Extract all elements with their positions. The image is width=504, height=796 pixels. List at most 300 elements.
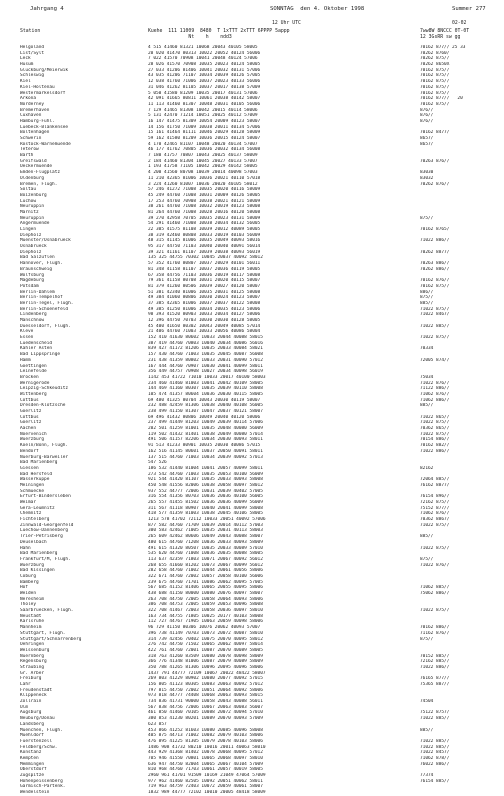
observation-data: 69 496 41432 80806 10049 20040 40120 58006 — [148, 414, 261, 420]
station-name: Freiburg — [20, 676, 42, 682]
observation-data: 877 582 44760 71709 10039 20014 40112 57003 — [148, 522, 263, 528]
observation-data: 318 763 41260 83509 10080 20078 40098 58009 — [148, 653, 263, 659]
station-name: Kahler Asten — [20, 346, 53, 352]
observation-note: 83030 — [420, 170, 434, 176]
data-column-sublabel: Nt h ndd3 — [148, 35, 232, 40]
observation-note: 71022 875// — [420, 522, 450, 528]
observation-data: 3 224 41260 81007 10036 20020 40105 58012 — [148, 181, 258, 187]
station-name: Bremen, Flugh. — [20, 181, 58, 187]
observation-note: 74504 — [420, 699, 434, 705]
observation-data: 237 499 41449 81203 10049 20039 40114 57006 — [148, 420, 263, 426]
observation-data: 5 131 42470 71214 10051 20025 40112 57009 — [148, 113, 258, 119]
observation-note: 70162 875// — [420, 101, 450, 107]
station-name: Emden-Flugplatz — [20, 170, 61, 176]
observation-data: 16 147 41475 81309 10054 20009 40123 58007 — [148, 118, 261, 124]
observation-data: 276 742 44750 71502 10065 20062 40097 58014 — [148, 642, 263, 648]
station-name: Luebeck-Blankensee — [20, 124, 69, 130]
station-name: Koeln/Bonn, Flugh. — [20, 443, 69, 449]
observation-note: 70262 875// — [420, 56, 450, 62]
observation-note: 71062 878// — [420, 755, 450, 761]
station-name: Konstanz — [20, 750, 42, 756]
observation-note: 885// — [420, 727, 434, 733]
station-name: Westermarkelsdorf — [20, 90, 66, 96]
station-name: Osnabrueck — [20, 244, 47, 250]
observation-data: 95 317 44750 71103 10040 20040 40091 56014 — [148, 244, 261, 250]
station-name: Erfurt-Bindersleben — [20, 494, 71, 500]
observation-data: 491 506 41157 82206 10034 20030 40093 58011 — [148, 437, 263, 443]
observation-data: 98 393 41520 80903 10033 20034 40127 58006 — [148, 312, 261, 318]
observation-note: 71022 886// — [420, 238, 450, 244]
station-name: Muenster/Osnabrueck — [20, 238, 71, 244]
station-name: Teterow — [20, 147, 39, 153]
observation-data: 1437 791 44777 72109 10067 20022 48422 58007 — [148, 670, 266, 676]
observation-note: 71022 875// — [420, 545, 450, 551]
station-name: Kiel — [20, 79, 31, 85]
station-name: Ulm — [20, 704, 29, 710]
observation-data: 49 384 41060 80806 10030 20024 40123 58007 — [148, 295, 261, 301]
observation-note: 75122 8757/ — [420, 710, 450, 716]
observation-note: 72162 885// — [420, 659, 450, 665]
station-name: Berlin-Dahlem — [20, 289, 55, 295]
observation-data: 2 184 41460 81304 10045 20027 40133 57007 — [148, 158, 258, 164]
observation-data: 567 838 44756 72006 10067 20063 40083 56007 — [148, 704, 263, 710]
station-name: Gera-Leumnitz — [20, 505, 55, 511]
station-name: Duesseldorf, Flugh. — [20, 323, 71, 329]
observation-data: 535 620 44760 71008 10036 20035 40088 58005 — [148, 551, 263, 557]
observation-data: 232 488 42459 81306 10038 20040 40108 56005 — [148, 403, 263, 409]
observation-data: 57 352 41760 80807 10037 20029 40101 56011 — [148, 261, 261, 267]
observation-note: 70262 8760/ — [420, 50, 450, 56]
station-name: Bad Lippspringe — [20, 352, 61, 358]
observation-note: 70262 8650X — [420, 62, 450, 68]
observation-note: 70263 886// — [420, 261, 450, 267]
station-name: Klippeneck — [20, 693, 47, 699]
observation-data: 719 963 44759 72403 10072 20059 40061 58007 — [148, 784, 263, 790]
station-name: Diepholz — [20, 232, 42, 238]
observation-data: 51 381 42340 81006 10035 20031 40125 58008 — [148, 289, 261, 295]
station-name: Boizenburg — [20, 192, 47, 198]
station-name: Zinnwald-Georgenfeld — [20, 522, 74, 528]
observation-data: 422 761 44760 72001 10087 20070 40089 58005 — [148, 647, 263, 653]
observation-note: 71022 875// — [420, 608, 450, 614]
observation-note: 71162 876// — [420, 630, 450, 636]
observation-data: 461 850 41460 70105 10088 20072 40094 57010 — [148, 710, 263, 716]
observation-data: 263 708 44750 72005 10058 20064 40093 58006 — [148, 596, 263, 602]
observation-note: 71022 885// — [420, 716, 450, 722]
observation-note: 70362 865// — [420, 426, 450, 432]
station-name: Dresden-Klotzsche — [20, 403, 66, 409]
note-column-label: 7ww8W 8NCCC 0T-0T — [420, 29, 470, 34]
station-name: Gr. Arber — [20, 670, 45, 676]
station-name: Goettingen — [20, 363, 47, 369]
observation-note: 76154 896// — [420, 494, 450, 500]
observation-note: 72005 874// — [420, 357, 450, 363]
station-name: Cottbus — [20, 414, 39, 420]
observation-note: 70362 8867/ — [420, 517, 450, 523]
station-name: Tholey — [20, 602, 37, 608]
station-name: Kempten — [20, 755, 39, 761]
observation-data: 186 532 41440 81004 10041 20057 40099 58011 — [148, 465, 263, 471]
observation-data: 22 305 41575 81108 10039 20012 40089 58005 — [148, 227, 261, 232]
observation-data: 21 406 44760 71003 10033 20056 40086 58004 — [148, 329, 261, 335]
observation-note: 71022 8467/ — [420, 312, 450, 318]
observation-data: 12 396 44750 70703 10030 20030 40128 58005 — [148, 318, 261, 323]
observation-data: 144 469 41160 80307 10035 20039 40110 58008 — [148, 386, 263, 392]
observation-note: 70162 877// 25 33 — [420, 45, 466, 50]
station-name: Braunschweig — [20, 266, 53, 272]
observation-note: 71022 886// — [420, 448, 450, 454]
observation-data: 202 501 41259 81001 10035 20048 40080 56009 — [148, 426, 263, 432]
observation-data: 1213 578 41702 72112 10033 20051 40092 57006 — [148, 517, 266, 523]
observation-note: 876// — [420, 118, 434, 124]
observation-data: 12 038 41760 71006 10037 20023 40133 56006 — [148, 79, 261, 85]
station-name: Memmingen — [20, 761, 45, 767]
observation-data: 937 552 44777 72006 10031 20039 40402 57005 — [148, 488, 263, 494]
observation-data: 69 480 41325 80704 10043 20030 40119 58007 — [148, 397, 261, 403]
observation-data: 1486 908 41732 80210 10016 20011 40063 58010 — [148, 744, 266, 750]
station-name: Lingen — [20, 227, 37, 232]
observation-data: 137 515 44760 71003 10034 20039 40092 57013 — [148, 454, 263, 460]
observation-note: 71022 8457/ — [420, 750, 450, 756]
station-name: Zugspitze — [20, 773, 45, 778]
observation-note: 71062 876// — [420, 511, 450, 517]
observation-data: 81 379 41260 80506 10039 20027 40120 58007 — [148, 283, 261, 289]
station-name: Cuxhaven — [20, 113, 42, 119]
observation-note: 75152 877// — [420, 505, 450, 511]
observation-data: 380 853 41230 80201 10089 20070 40093 57009 — [148, 716, 263, 722]
observation-data: 1832 989 44777 72102 10010 20005 48418 58009 — [148, 790, 266, 796]
observation-data: 17 253 44760 70908 10038 20021 40121 58009 — [148, 198, 261, 204]
station-name: Lahr — [20, 682, 31, 687]
note-column-sublabel: 12 3GsRR sw gg — [420, 35, 461, 40]
observation-data: 921 544 41420 81107 10035 20033 40093 58008 — [148, 477, 263, 483]
observation-data: 135 325 44755 70302 10045 20037 40092 58012 — [148, 255, 263, 261]
observation-note: 70152 885// — [420, 653, 450, 659]
station-name: Angermuende — [20, 221, 50, 227]
station-name: Wernigerode — [20, 380, 50, 386]
observation-data: 480 615 44760 71208 10036 20033 40093 58009 — [148, 539, 263, 545]
observation-data: 20 020 41470 80313 10022 20052 40124 56006 — [148, 50, 261, 56]
station-name: Saarbruecken, Flugh. — [20, 608, 74, 614]
observation-data: 15 161 41464 81111 10046 20029 40128 58009 — [148, 130, 261, 136]
observation-note: 71062 885// — [420, 585, 450, 591]
observation-note: 71022 886// — [420, 664, 450, 670]
observation-note: 70334 — [420, 346, 434, 352]
observation-data: 1142 453 41722 71010 10033 20017 40100 58003 — [148, 374, 266, 380]
observation-data: 239 675 44760 71701 10086 20062 40095 57005 — [148, 579, 263, 585]
station-name: Marnitz — [20, 209, 39, 215]
observation-data: 152 410 41630 80602 10033 20044 40088 58015 — [148, 335, 263, 341]
station-name: Goerlitz — [20, 420, 42, 426]
station-name: Kleve — [20, 329, 34, 335]
station-name: Wuerzburg — [20, 437, 45, 443]
station-name: Bendorf — [20, 448, 39, 454]
observation-note: 71022 875// — [420, 306, 450, 312]
station-name: Neuruppin — [20, 204, 45, 210]
observation-data: 238 499 41150 81307 10047 20037 40121 58007 — [148, 409, 263, 414]
station-name: Noervenich — [20, 431, 47, 437]
observation-data: 81 348 41158 81107 10037 20036 40119 58005 — [148, 266, 261, 272]
observation-note: 71062 876// — [420, 391, 450, 397]
station-column-label: Station — [20, 29, 41, 34]
station-name: Stuttgart, Flugh. — [20, 630, 66, 636]
observation-data: 28 026 41570 70908 10035 20023 40124 58005 — [148, 62, 261, 68]
observation-note: 71022 885// — [420, 744, 450, 750]
station-name: Kiel-Holtenau — [20, 84, 55, 90]
observation-data: 57 246 41272 71008 10035 20020 40116 58009 — [148, 187, 261, 193]
observation-note: 75365 887// — [420, 682, 450, 687]
station-name: Ueckermuende — [20, 164, 53, 170]
station-name: Augsburg — [20, 710, 42, 716]
station-name: Wasserkuppe — [20, 477, 50, 483]
report-code: 02-02 — [452, 21, 467, 26]
station-name: Wolfsburg — [20, 272, 45, 278]
station-name: Straubing — [20, 664, 45, 670]
observation-data: 11 210 42365 81006 10036 20021 40110 57018 — [148, 175, 261, 181]
station-name: Barth — [20, 153, 34, 159]
observation-data: 157 430 44760 71003 10035 20045 40087 56008 — [148, 352, 263, 358]
observation-data: 405 875 44713 71002 10082 20079 40103 58006 — [148, 733, 263, 739]
station-name: Bamberg — [20, 579, 39, 585]
observation-note: 75034 — [420, 374, 434, 380]
observation-note: 71022 865// — [420, 414, 450, 420]
station-name: Schmuecke — [20, 488, 45, 494]
observation-note: 70162 882// — [420, 443, 450, 449]
observation-data: 567 685 41152 81406 10065 20055 40095 58006 — [148, 585, 263, 591]
station-name: Karlsruhe — [20, 619, 45, 625]
observation-data: 163 734 44755 71805 10025 20177 40103 58008 — [148, 613, 263, 619]
station-name: Bad Salzuflen — [20, 255, 55, 261]
station-name: Hohenpeissenberg — [20, 778, 63, 784]
observation-data: 273 542 44760 71003 10035 20053 40100 56009 — [148, 471, 263, 477]
observation-note: 70262 886// — [420, 266, 450, 272]
observation-note: 71022 875// — [420, 431, 450, 437]
observation-note: 875// — [420, 556, 434, 562]
station-name: Leipzig-Schkeuditz — [20, 386, 69, 392]
station-name: Neuburg/Donau — [20, 716, 55, 722]
observation-data: 973 818 44777 74408 10068 20063 40093 58015 — [148, 693, 263, 699]
observation-data: 31 046 41262 81105 10037 20017 40138 57009 — [148, 84, 261, 90]
observation-note: 70162 875// — [420, 84, 450, 90]
station-name: Hof — [20, 585, 29, 591]
observation-data: 7 022 41570 70908 10041 20048 40124 57006 — [148, 56, 258, 62]
observation-data: 4 515 41460 81321 10068 20043 40105 58005 — [148, 45, 258, 50]
observation-data: 269 803 41229 80902 10080 20077 40092 57015 — [148, 676, 263, 682]
observation-note: 70162 875// — [420, 283, 450, 289]
station-name: Mannheim — [20, 625, 42, 631]
observation-note: 70162 875// — [420, 90, 450, 96]
station-name: Potsdam — [20, 283, 39, 289]
observation-note: 70154 886// — [420, 437, 450, 443]
observation-note: 885// — [420, 534, 434, 540]
observation-data: 54 291 41460 71008 10038 20034 40132 56005 — [148, 221, 261, 227]
observation-data: 105 474 41357 80604 10036 20030 40115 58005 — [148, 391, 263, 397]
station-name: Schleswig — [20, 73, 45, 79]
station-table — [0, 45, 504, 796]
station-name: Nuerburg-Barweiler — [20, 454, 69, 460]
station-name: Bad Hersfeld — [20, 471, 53, 477]
observation-note: 70262 876// — [420, 181, 450, 187]
data-column-label: Kuehe 111 11009 8480 T 1xTTT 2xTTT 6PPPP 5appp — [148, 29, 290, 34]
station-name: Hamburg-Fuhl. — [20, 118, 55, 124]
observation-data: 623 857 — [148, 721, 167, 727]
observation-data: 311 567 41118 80907 10040 20041 40099 58008 — [148, 505, 263, 511]
observation-note: 70162 8477/ — [420, 130, 450, 136]
observation-data: 5 050 41580 81209 10035 20017 40131 57006 — [148, 90, 258, 96]
observation-data: 167 444 44760 70907 10030 20041 40099 58011 — [148, 363, 263, 369]
observation-note: 886// — [420, 289, 434, 295]
column-header — [0, 29, 504, 43]
observation-note: 70262 8877/ — [420, 249, 450, 255]
station-name: Berlin-Tempelhof — [20, 295, 63, 301]
station-name: Luechow-Dannenberg — [20, 528, 69, 534]
station-name: Chemnitz — [20, 511, 42, 517]
observation-data: 265 557 41455 81502 10036 20036 40099 56009 — [148, 500, 263, 505]
station-name: Feldberg/Schw. — [20, 744, 58, 750]
observation-data: 46 177 41762 70805 10036 20032 40134 56008 — [148, 147, 261, 153]
observation-note: 70162 875// — [420, 67, 450, 73]
observation-data: 322 708 41467 72003 10058 20036 40097 58010 — [148, 608, 263, 614]
station-name: Regensburg — [20, 659, 47, 665]
station-name: Trier-Petrisberg — [20, 534, 63, 540]
observation-data: 81 264 44760 71008 10028 20016 40120 58008 — [148, 209, 261, 215]
issue-number: Summer 277 — [452, 6, 486, 12]
observation-data: 11 113 41460 81307 10048 20031 40105 56006 — [148, 101, 261, 107]
station-name: Lindenberg — [20, 312, 47, 318]
report-subheader — [0, 21, 504, 29]
observation-data: 450 548 41556 82006 10038 20058 40097 58012 — [148, 482, 263, 488]
observation-note: 71022 876// — [420, 562, 450, 568]
station-name: Wendelstein — [20, 790, 50, 796]
observation-data: 547 526 — [148, 460, 167, 466]
station-name: Goerlitz — [20, 409, 42, 414]
station-name: Zollrain — [20, 699, 42, 705]
station-name: Hahn — [20, 545, 31, 551]
station-name: Oldenburg — [20, 175, 45, 181]
observation-data: 356 449 44757 70908 10027 20034 40098 56019 — [148, 369, 263, 375]
observation-data: 476 895 41225 81305 10079 20078 40103 58006 — [148, 738, 263, 744]
observation-data: 265 609 42462 80606 10049 20043 40088 58007 — [148, 534, 263, 540]
observation-data: 45 400 41650 80302 10043 20049 40085 57014 — [148, 323, 261, 329]
station-name: Weissenburg — [20, 647, 50, 653]
table-row — [0, 790, 504, 796]
observation-data: 43 035 41206 71107 10034 20039 40126 57005 — [148, 73, 261, 79]
observation-data: 38 261 44760 71008 10032 20019 40123 58008 — [148, 204, 261, 210]
station-name: Luedenscheid — [20, 340, 53, 346]
observation-note: 875// — [420, 636, 434, 642]
station-name: Luchow — [20, 198, 37, 204]
station-name: Weimar — [20, 500, 37, 505]
observation-data: 322 671 44760 72002 10057 20058 40100 56006 — [148, 573, 263, 579]
observation-note: 70162 875// — [420, 79, 450, 85]
observation-data: 396 738 41149 70703 10073 20072 40087 58010 — [148, 630, 263, 636]
observation-data: 839 427 41172 81206 10035 20033 40084 58021 — [148, 346, 263, 352]
observation-data: 7 129 41465 81308 10042 20015 40114 58006 — [148, 107, 258, 113]
station-name: Freudenstadt — [20, 687, 53, 693]
observation-data: 79 361 41158 80708 10031 20020 40115 58007 — [148, 278, 261, 284]
station-name: Berlin-Tegel, Flugh. — [20, 300, 74, 306]
observation-note: 71062 886// — [420, 397, 450, 403]
observation-data: 162 516 41145 80601 10037 20050 40091 58011 — [148, 448, 263, 454]
observation-note: 82162 — [420, 465, 434, 471]
observation-data: 67 358 44756 71103 10036 20019 40117 58008 — [148, 272, 261, 278]
observation-data: 27 033 41206 81406 10041 20032 40131 57006 — [148, 67, 261, 73]
observation-data: 119 502 41432 81401 10038 20049 40080 57014 — [148, 431, 263, 437]
station-name: Wuerzburg — [20, 562, 45, 568]
station-name: Schwerin — [20, 136, 42, 141]
volume-label: Jahrgang 4 — [30, 6, 64, 12]
observation-note: 70162 876// — [420, 278, 450, 284]
station-name: Garmisch-Partenk. — [20, 784, 66, 790]
observation-data: 453 866 41252 81603 10080 20085 40096 58008 — [148, 727, 263, 733]
observation-note: 76162 8877/ — [420, 482, 450, 488]
observation-data: 96 729 41150 80306 10076 20062 40093 57007 — [148, 625, 261, 631]
station-name: Magdeburg — [20, 278, 45, 284]
station-name: Neresheim — [20, 596, 45, 602]
observation-note: 875// — [420, 215, 434, 221]
station-name: Husum — [20, 62, 34, 68]
observation-data: 59 162 41580 81209 10036 20015 40124 58007 — [148, 136, 261, 141]
station-name: Neuruppin — [20, 215, 45, 221]
page-header — [0, 6, 504, 16]
station-name: Neustadt — [20, 613, 42, 619]
station-name: Giessen — [20, 465, 39, 471]
observation-note: 876// — [420, 107, 434, 113]
station-name: Deuselbach — [20, 539, 47, 545]
station-name: Arkona — [20, 96, 37, 102]
observation-note: 70162 886// — [420, 625, 450, 631]
observation-note: 76022 886// — [420, 761, 450, 767]
observation-note: 875// — [420, 295, 434, 301]
observation-data: 48 315 41145 81006 10035 20049 40093 58016 — [148, 238, 261, 244]
station-name: Aachen — [20, 426, 37, 432]
station-name: Berlin-Schoenefeld — [20, 306, 69, 312]
station-name: Helgoland — [20, 45, 45, 50]
observation-data: 2960 961 41701 91509 10169 21049 47064 57009 — [148, 773, 266, 778]
station-name: Gluckburg/Meierwik — [20, 67, 69, 73]
observation-data: 268 655 41660 81202 10073 20067 40099 56012 — [148, 562, 263, 568]
observation-data: 14 156 41750 71009 10038 20011 40134 57006 — [148, 124, 261, 130]
observation-data: 4 170 42465 81107 10048 20020 40134 57007 — [148, 141, 258, 147]
observation-data: 734 836 41731 90000 10058 20043 40088 56011 — [148, 699, 263, 705]
observation-data: 38 319 42460 80808 10033 20019 40103 56009 — [148, 232, 261, 238]
station-name: Weiden — [20, 591, 37, 596]
station-name: Essen — [20, 335, 34, 341]
observation-note: 885// — [420, 403, 434, 409]
observation-note: 876// — [420, 113, 434, 119]
observation-data: 39 270 42958 70705 10035 20023 40131 58009 — [148, 215, 261, 221]
station-name: Muenchen, Flugh. — [20, 727, 63, 733]
observation-note: 71122 886// — [420, 386, 450, 392]
station-name: Landsberg — [20, 721, 45, 727]
station-name: Diepholz — [20, 249, 42, 255]
observation-note: 8657/ — [420, 136, 434, 141]
station-name: Bad Marienberg — [20, 460, 58, 466]
observation-note: 70263 876// — [420, 158, 450, 164]
observation-data: 234 460 41460 81003 10041 20042 40109 58005 — [148, 380, 263, 386]
station-name: Meiningen — [20, 482, 45, 488]
observation-note: 71022 885// — [420, 738, 450, 744]
observation-data: 7 180 41757 70807 10043 20025 40137 58009 — [148, 153, 258, 159]
observation-note: 76154 885// — [420, 778, 450, 784]
observation-data: 491 615 41320 80507 10035 20033 40089 57010 — [148, 545, 263, 551]
observation-data: 231 438 41359 80802 10033 20031 40090 57012 — [148, 357, 263, 363]
observation-data: 45 249 44760 71008 10031 20009 40126 58005 — [148, 192, 261, 198]
observation-note: 885// — [420, 300, 434, 306]
observation-data: 418 577 41359 81003 10038 20045 40106 58005 — [148, 511, 263, 517]
observation-data: 4 200 41560 80708 10039 20014 40098 57003 — [148, 170, 258, 176]
observation-note: 71022 876// — [420, 380, 450, 386]
